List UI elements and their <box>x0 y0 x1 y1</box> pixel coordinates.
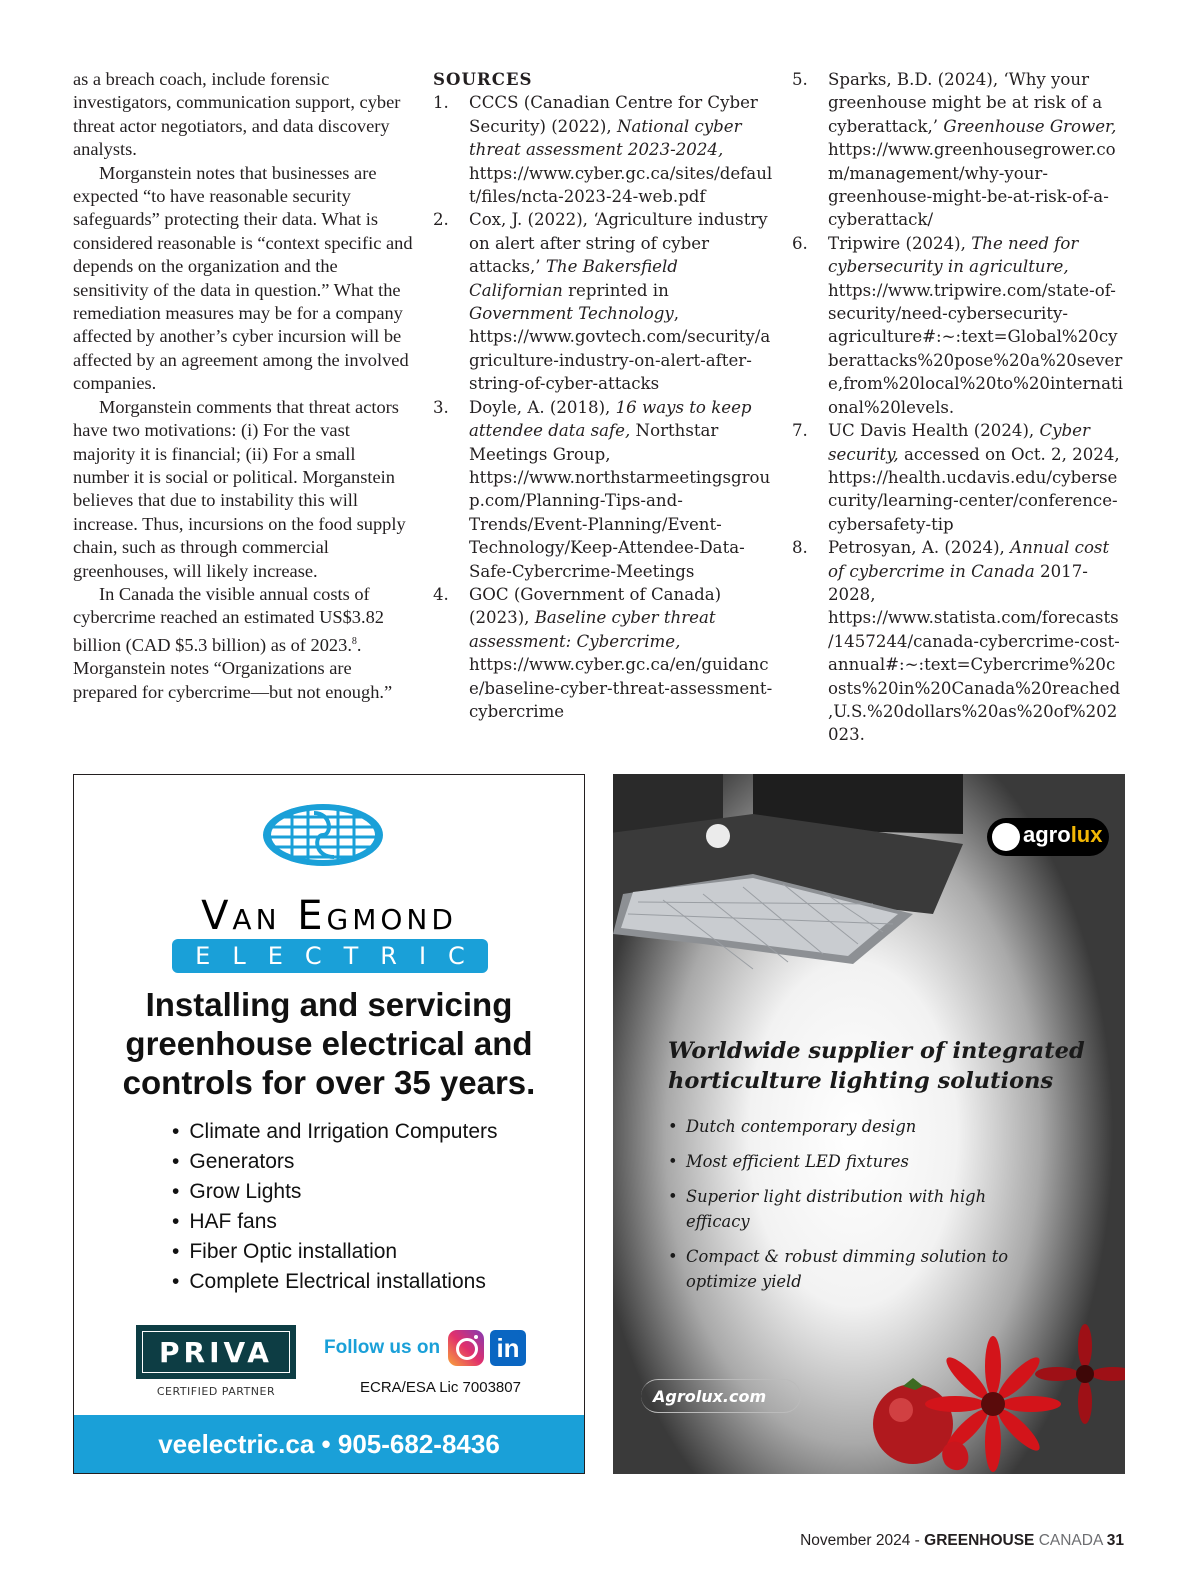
article-paragraph: In Canada the visible annual costs of cybercrime reached an estimated US$3.82 billion (CAD $5.3 billion) as of 2023.$^8$. Morganstein notes “Organizations are prepared for cybercrime—but not enough.” <box>73 583 393 702</box>
source-ref: 1. CCCS (Canadian Centre for Cyber Security) (2022), National cyber threat assessment 2023-2024, https://www.cyber.gc.ca/sites/default/files/ncta-2023-24-web.pdf <box>433 93 773 207</box>
license-number: ECRA/ESA Lic 7003807 <box>360 1379 521 1396</box>
source-link[interactable]: https://www.cyber.gc.ca/sites/default/files/ncta-2023-24-web.pdf <box>469 163 773 207</box>
source-link[interactable]: 2017-2028, https://www.statista.com/forecasts/1457244/canada-cybercrime-cost-annual#:~:text=Cybercrime%20costs%20in%20Canada%20reached,U.S.%20dollars%20as%20of%202023. <box>828 561 1121 745</box>
instagram-icon[interactable] <box>448 1330 484 1366</box>
globe-logo-icon <box>262 803 384 867</box>
ad-tagline: Worldwide supplier of integrated horticulture lighting solutions <box>668 1038 1085 1094</box>
sources-column-1 <box>433 68 773 723</box>
list-item: • Complete Electrical installations <box>172 1267 498 1297</box>
article-column <box>73 68 413 704</box>
list-item: • Fiber Optic installation <box>172 1237 498 1267</box>
source-ref: 2. Cox, J. (2022), ‘Agriculture industry on alert after string of cyber attacks,’ The Bakersfield Californian reprinted in Government Technology, https://www.govtech.com/security/agriculture-industry-on-alert-after-string-of-cyber-attacks <box>433 210 771 394</box>
source-link[interactable]: Northstar Meetings Group, https://www.northstarmeetingsgroup.com/Planning-Tips-and-Trends/Event-Planning/Event-Technology/Keep-Attendee-Data-Safe-Cybercrime-Meetings <box>469 421 771 581</box>
source-link[interactable]: https://www.tripwire.com/state-of-security/need-cybersecurity-agriculture#:~:text=Global%20cyberattacks%20pose%20a%20severe,from%20local%20to%20international%20levels. <box>828 280 1123 417</box>
source-link[interactable]: https://www.greenhousegrower.com/management/why-your-greenhouse-might-be-at-risk-of-a-cyberattack/ <box>828 140 1116 230</box>
list-item: • Superior light distribution with high efficacy <box>668 1184 1048 1234</box>
partner-caption: CERTIFIED PARTNER <box>156 1385 276 1398</box>
list-item: • Most efficient LED fixtures <box>668 1149 1048 1174</box>
source-ref: 4. GOC (Government of Canada) (2023), Baseline cyber threat assessment: Cybercrime, https://www.cyber.gc.ca/en/guidance/baseline-cyber-threat-assessment-cybercrime <box>433 584 773 721</box>
linkedin-icon[interactable]: in <box>490 1330 526 1366</box>
ad-headline: Installing and servicing greenhouse electrical and controls for over 35 years. <box>122 986 536 1101</box>
agrolux-ad[interactable] <box>613 774 1125 1474</box>
source-ref: 8. Petrosyan, A. (2024), Annual cost of cybercrime in Canada 2017-2028, https://www.statista.com/forecasts/1457244/canada-cybercrime-cost-annual#:~:text=Cybercrime%20costs%20in%20Canada%20reached,U.S.%20dollars%20as%20of%202023. <box>792 538 1121 745</box>
source-ref: 6. Tripwire (2024), The need for cybersecurity in agriculture, https://www.tripwire.com/state-of-security/need-cybersecurity-agriculture#:~:text=Global%20cyberattacks%20pose%20a%20severe,from%20local%20to%20international%20levels. <box>792 233 1123 417</box>
source-link[interactable]: https://www.cyber.gc.ca/en/guidance/baseline-cyber-threat-assessment-cybercrime <box>469 655 773 721</box>
article-paragraph: Morganstein notes that businesses are expected “to have reasonable security safeguards” protecting their data. What is considered reasonable is “context specific and depends on the organization and the sensitivity of the data in question.” What the remediation measures may be for a company affected by another’s cyber incursion will be affected by an agreement among the involved companies. <box>73 162 413 394</box>
source-ref: 7. UC Davis Health (2024), Cyber security, accessed on Oct. 2, 2024, https://health.ucdavis.edu/cybersecurity/learning-center/conference-cybersafety-tip <box>792 421 1120 534</box>
priva-logo: PRIVA <box>136 1325 296 1379</box>
van-egmond-ad[interactable] <box>73 774 585 1474</box>
services-list <box>172 1117 498 1297</box>
source-link[interactable]: accessed on Oct. 2, 2024, https://health.ucdavis.edu/cybersecurity/learning-center/conference-cybersafety-tip <box>828 444 1120 534</box>
sources-column-2 <box>792 68 1124 747</box>
article-paragraph: as a breach coach, include forensic investigators, communication support, cyber threat actor negotiators, and data discovery analysts. <box>73 69 401 160</box>
sources-title: SOURCES <box>433 69 533 89</box>
agrolux-logo: agrolux <box>987 818 1109 856</box>
flowers-tomato-image <box>863 1314 1125 1474</box>
list-item: • HAF fans <box>172 1207 498 1237</box>
website-link[interactable]: Agrolux.com <box>641 1379 801 1413</box>
list-item: • Dutch contemporary design <box>668 1114 1048 1139</box>
list-item: • Generators <box>172 1147 498 1177</box>
list-item: • Climate and Irrigation Computers <box>172 1117 498 1147</box>
brand-name: Van Egmond <box>201 893 457 939</box>
list-item: • Compact & robust dimming solution to optimize yield <box>668 1244 1048 1294</box>
led-fixture-image <box>613 774 963 1004</box>
article-paragraph: Morganstein comments that threat actors have two motivations: (i) For the vast majority it is financial; (ii) For a small number it is social or political. Morganstein believes that due to instability this will increase. Thus, incursions on the food supply chain, such as through commercial greenhouses, will likely increase. <box>73 396 406 581</box>
footnote-mark: 8 <box>351 635 357 647</box>
contact-bar[interactable]: veelectric.ca • 905-682-8436 <box>74 1415 584 1473</box>
features-list <box>668 1114 1048 1304</box>
page-number: 31 <box>1106 1532 1124 1549</box>
source-ref: 5. Sparks, B.D. (2024), ‘Why your greenhouse might be at risk of a cyberattack,’ Greenhouse Grower, https://www.greenhousegrower.com/management/why-your-greenhouse-might-be-at-risk-of-a-cyberattack/ <box>792 70 1117 230</box>
list-item: • Grow Lights <box>172 1177 498 1207</box>
source-ref: 3. Doyle, A. (2018), 16 ways to keep attendee data safe, Northstar Meetings Group, https://www.northstarmeetingsgroup.com/Planning-Tips-and-Trends/Event-Planning/Event-Technology/Keep-Attendee-Data-Safe-Cybercrime-Meetings <box>433 397 771 581</box>
brand-subtitle: ELECTRIC <box>172 939 488 973</box>
page-folio: November 2024 - GREENHOUSE CANADA 31 <box>800 1532 1124 1549</box>
follow-label: Follow us on <box>324 1337 441 1358</box>
source-link[interactable]: , https://www.govtech.com/security/agriculture-industry-on-alert-after-string-of-cyber-attacks <box>469 304 771 394</box>
